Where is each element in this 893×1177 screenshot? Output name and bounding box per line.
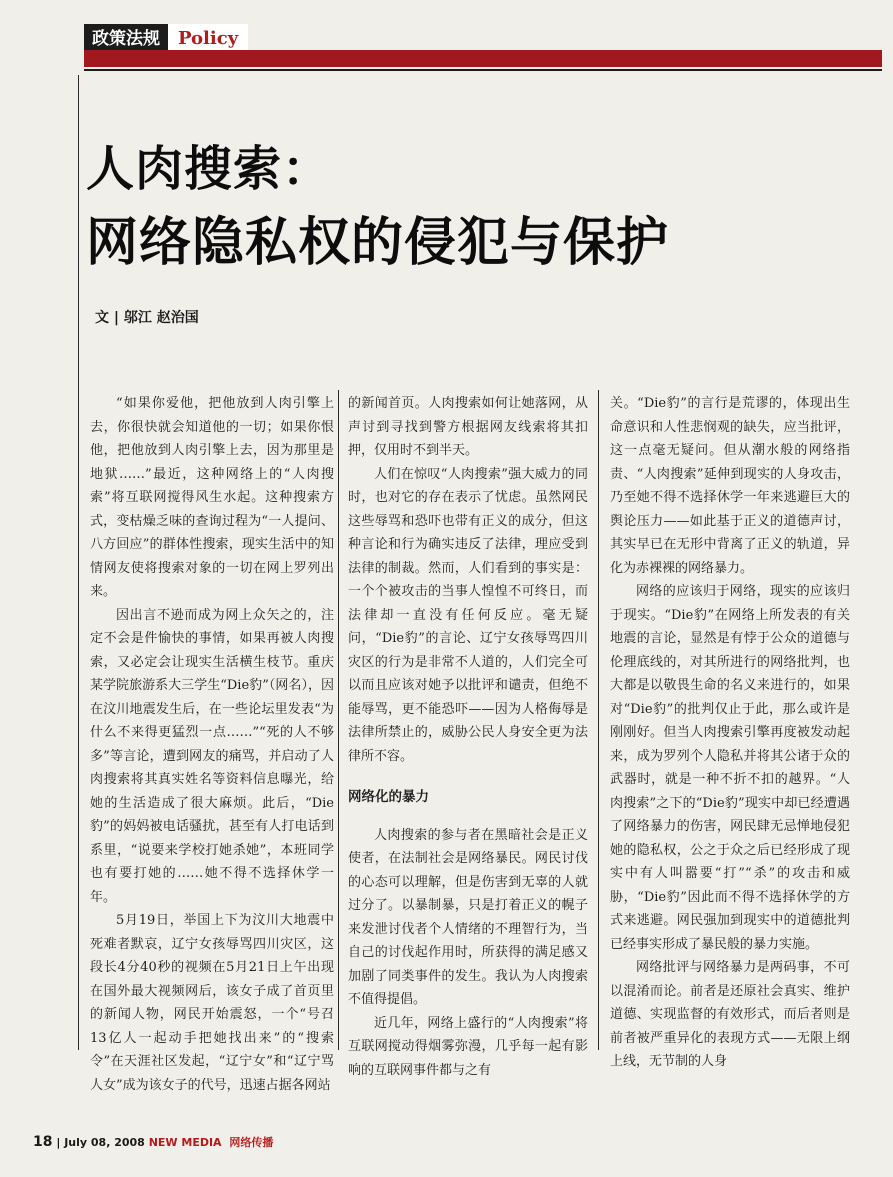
section-heading: 网络化的暴力 <box>348 789 429 805</box>
byline: 文 | 邬江 赵治国 <box>95 310 199 326</box>
paragraph: 人肉搜索的参与者在黑暗社会是正义使者，在法制社会是网络暴民。网民讨伐的心态可以理解，但是伤害到无辜的人就过分了。以暴制暴，只是打着正义的幌子来发泄讨伐者个人情绪的不理智行为，当自己的讨伐起作用时，所获得的满足感又加剧了同类事件的发生。我认为人肉搜索不值得提倡。 <box>348 827 588 1007</box>
issue-date: July 08, 2008 <box>64 1136 145 1149</box>
paragraph: 近几年，网络上盛行的“人肉搜索”将互联网搅动得烟雾弥漫，几乎每一起有影响的互联网事件都与之有 <box>348 1015 588 1078</box>
paragraph: 人们在惊叹“人肉搜索”强大威力的同时，也对它的存在表示了忧虑。虽然网民这些辱骂和恐吓也带有正义的成分，但这种言论和行为确实违反了法律，理应受到法律的制裁。然而，人们看到的事实是：一个个被攻击的当事人惶惶不可终日，而法律却一直没有任何反应。毫无疑问，“Die豹”的言论、辽宁女孩辱骂四川灾区的行为是非常不人道的，人们完全可以而且应该对她予以批评和谴责，但绝不能辱骂，更不能恐吓——因为人格侮辱是法律所禁止的，威胁公民人身安全更为法律所不容。 <box>348 466 588 764</box>
text-column-3 <box>610 392 850 1074</box>
article-title-line2: 网络隐私权的侵犯与保护 <box>86 213 670 273</box>
paragraph: 5月19日，举国上下为汶川大地震中死难者默哀，辽宁女孩辱骂四川灾区，这段长4分40秒的视频在5月21日上午出现在国外最大视频网后，该女子成了首页里的新闻人物，网民开始震怒，一个“号召13亿人一起动手把她找出来”的“搜索令”在天涯社区发起，“辽宁女”和“辽宁骂人女”成为该女子的代号，迅速占据各网站 <box>90 913 334 1093</box>
paragraph: “如果你爱他，把他放到人肉引擎上去，你很快就会知道他的一切；如果你恨他，把他放到人肉引擎上去，因为那里是地狱……”最近，这种网络上的“人肉搜索”将互联网搅得风生水起。这种搜索方式，变枯燥乏味的查询过程为“一人提问、八方回应”的群体性搜索，现实生活中的知情网友使将搜索对象的一切在网上罗列出来。 <box>90 396 334 599</box>
paragraph: 因出言不逊而成为网上众矢之的，注定不会是件愉快的事情，如果再被人肉搜索，又必定会让现实生活横生枝节。重庆某学院旅游系大三学生“Die豹”（网名），因在汶川地震发生后，在一些论坛里发表“为什么不来得更猛烈一点……”“死的人不够多”等言论，遭到网友的痛骂，并启动了人肉搜索将其真实姓名等资料信息曝光，给她的生活造成了很大麻烦。此后，“Die豹”的妈妈被电话骚扰，甚至有人打电话到系里，“说要来学校打她杀她”，本班同学也有要打她的……她不得不选择休学一年。 <box>90 607 334 905</box>
text-column-1 <box>90 392 334 1097</box>
paragraph: 的新闻首页。人肉搜索如何让她落网，从声讨到寻找到警方根据网友线索将其扣押，仅用时不到半天。 <box>348 396 588 458</box>
paragraph: 关。“Die豹”的言行是荒谬的，体现出生命意识和人性悲悯观的缺失，应当批评，这一点毫无疑问。但从潮水般的网络指责、“人肉搜索”延伸到现实的人身攻击，乃至她不得不选择休学一年来逃避巨大的舆论压力——如此基于正义的道德声讨，其实早已在无形中背离了正义的轨道，异化为赤裸裸的网络暴力。 <box>610 396 850 576</box>
page-footer <box>33 1134 273 1150</box>
header-rule-bar <box>84 50 882 67</box>
article-title-line1: 人肉搜索： <box>86 141 332 197</box>
column-divider-2 <box>598 390 599 1050</box>
text-column-2 <box>348 392 588 1082</box>
paragraph: 网络批评与网络暴力是两码事，不可以混淆而论。前者是还原社会真实、维护道德、实现监督的有效形式，而后者则是前者被严重异化的表现方式——无限上纲上线，无节制的人身 <box>610 960 850 1069</box>
column-divider-1 <box>338 390 339 1050</box>
left-margin-rule <box>78 75 79 1050</box>
magazine-name-zh: 网络传播 <box>229 1136 274 1149</box>
page-number: 18 <box>33 1134 53 1150</box>
footer-separator: | <box>56 1136 61 1149</box>
magazine-name-en: NEW MEDIA <box>148 1136 222 1149</box>
paragraph: 网络的应该归于网络，现实的应该归于现实。“Die豹”在网络上所发表的有关地震的言论，显然是有悖于公众的道德与伦理底线的，对其所进行的网络批判，也大都是以敬畏生命的名义来进行的，如果对“Die豹”的批判仅止于此，那么或许是刚刚好。但当人肉搜索引擎再度被发动起来，成为罗列个人隐私并将其公诸于众的武器时，就是一种不折不扣的越界。“人肉搜索”之下的“Die豹”现实中却已经遭遇了网络暴力的伤害，网民肆无忌惮地侵犯她的隐私权，公之于众之后已经形成了现实中有人叫嚣要“打”“杀”的攻击和威胁，“Die豹”因此而不得不选择休学的方式来逃避。网民强加到现实中的道德批判已经事实形成了暴民般的暴力实施。 <box>610 584 850 952</box>
section-label-en: Policy <box>168 24 248 54</box>
section-label-zh: 政策法规 <box>84 24 168 54</box>
